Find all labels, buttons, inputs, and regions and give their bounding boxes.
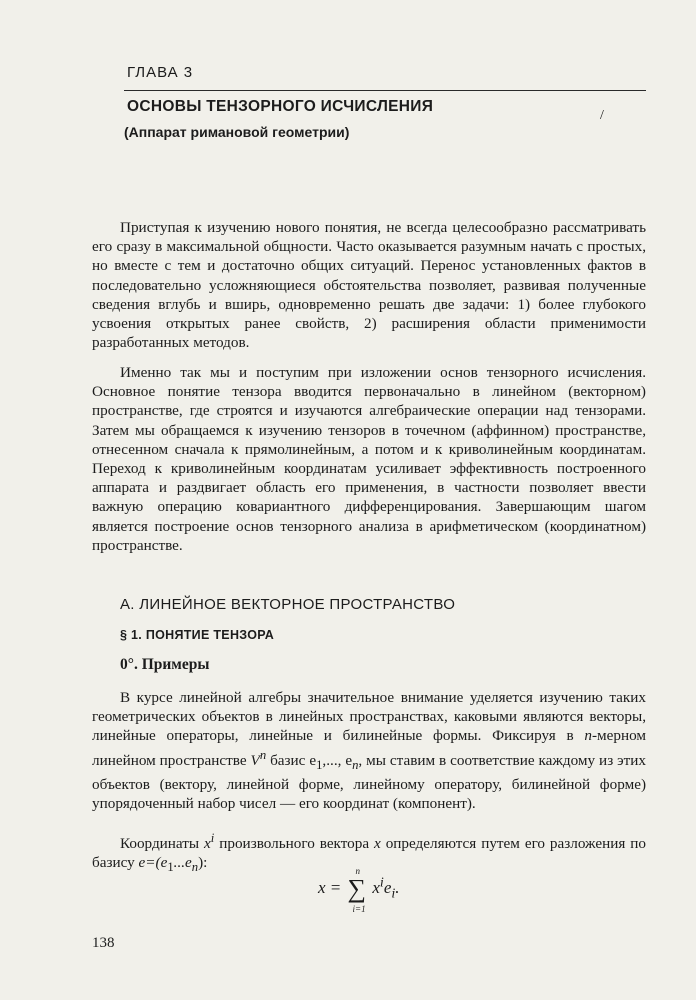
- page-number: 138: [92, 935, 115, 951]
- math-basis: e=(e: [138, 854, 168, 872]
- math-V: V: [250, 751, 260, 769]
- intro-paragraph-1: Приступая к изучению нового понятия, не всегда целесообразно рассматривать его сразу в максимальной общности. Часто оказывается разумным начать с простых, но вместе с тем и достаточно общих ситуаций. Перенос установленных фактов в последовательно усложняющиеся обстоятельства позволяет, развивая полученные сведения вглубь и вширь, одновременно решать две задачи: 1) более глубокого усвоения открытых ранее свойств, 2) расширения области применимости разработанных методов.: [92, 219, 646, 352]
- math-basis-dots: ...e: [173, 854, 192, 872]
- subsection-title: 0°. Примеры: [120, 656, 210, 673]
- formula-e-sub: i: [391, 885, 396, 902]
- math-sub-n: n: [352, 757, 359, 772]
- text-run: В курсе линейной алгебры значительное внимание уделяется изучению таких геометрических объектов в линейных пространствах, каковыми являются векторы, линейные операторы, линейные и билинейные формы. Фиксируя в: [92, 689, 646, 745]
- sum-lower-limit: i=1: [352, 904, 366, 914]
- examples-paragraph-2: [92, 829, 646, 878]
- header-rule: [124, 90, 646, 91]
- paragraph-title: § 1. ПОНЯТИЕ ТЕНЗОРА: [120, 628, 275, 642]
- math-sub-1: 1: [316, 757, 323, 772]
- math-sub-1: 1: [167, 860, 174, 875]
- chapter-title: ОСНОВЫ ТЕНЗОРНОГО ИСЧИСЛЕНИЯ: [127, 98, 434, 115]
- margin-mark: /: [600, 108, 604, 123]
- text-run: Координаты: [120, 835, 205, 853]
- text-run: произвольного вектора: [214, 835, 375, 853]
- sum-upper-limit: n: [355, 866, 361, 876]
- math-n: n: [584, 727, 592, 745]
- formula-lhs: x =: [318, 878, 342, 897]
- text-run: -мерном линейном пространстве: [92, 727, 646, 769]
- sum-symbol: ∑: [347, 874, 367, 903]
- math-sub-n: n: [191, 860, 199, 875]
- chapter-subtitle: (Аппарат римановой геометрии): [124, 124, 350, 140]
- examples-paragraph-1: [92, 688, 646, 813]
- intro-paragraph-2: Именно так мы и поступим при изложении основ тензорного исчисления. Основное понятие тензора вводится первоначально в линейном (векторном) пространстве, где строятся и изучаются алгебраические операции над тензорами. Затем мы обращаемся к изучению тензоров в точечном (аффинном) пространстве, отнесенном сначала к прямолинейным, а потом и к криволинейным координатам. Переход к криволинейным координатам усиливает эффективность построенного аппарата и раздвигает область его применения, в частности позволяет ввести важную операцию ковариантного дифференцирования. Завершающим шагом является построение основ тензорного анализа в арифметическом (координатном) пространстве.: [92, 364, 646, 554]
- text-run: ,..., e: [322, 751, 353, 769]
- formula-x: x: [372, 878, 380, 897]
- formula-x-sup: i: [379, 874, 384, 891]
- math-V-sup: n: [259, 747, 267, 762]
- math-x: x: [204, 835, 211, 853]
- part-title: А. ЛИНЕЙНОЕ ВЕКТОРНОЕ ПРОСТРАНСТВО: [120, 596, 456, 613]
- text-run: базис e: [266, 751, 317, 769]
- text-run: , мы ставим в соответствие каждому из этих объектов (вектору, линейной форме, линейному оператору, билинейной форме) упорядоченный набор чисел — его координат (компонент).: [92, 751, 646, 813]
- math-x: x: [374, 835, 381, 853]
- text-run: определяются путем его разложения по базису: [92, 835, 646, 872]
- formula-end: .: [395, 878, 400, 897]
- chapter-label: ГЛАВА 3: [127, 64, 194, 81]
- math-x-sup: i: [210, 831, 215, 845]
- expansion-formula: [318, 866, 400, 914]
- sum-operator: [346, 866, 369, 914]
- formula-e: e: [383, 878, 392, 897]
- text-run: ):: [198, 854, 208, 872]
